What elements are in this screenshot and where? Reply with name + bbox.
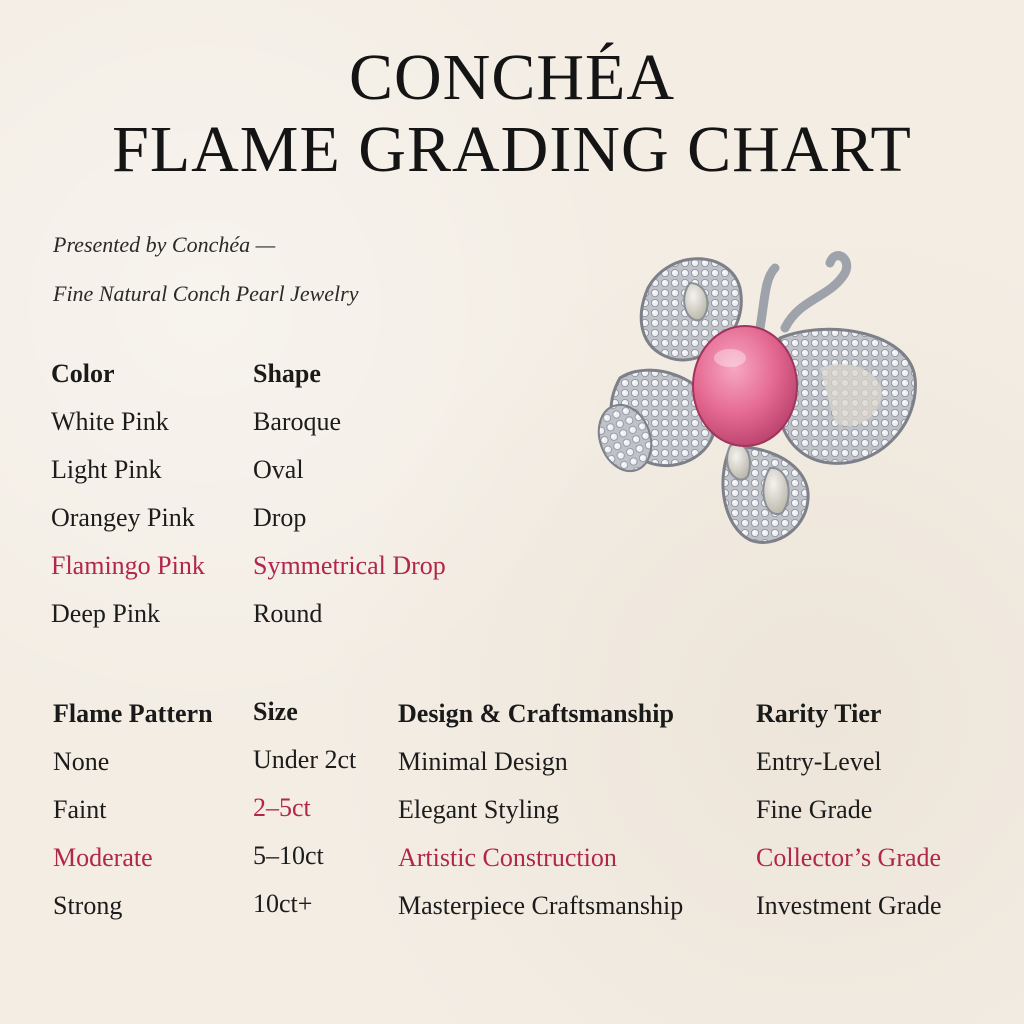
rarity-item: Investment Grade xyxy=(756,891,942,920)
size-column xyxy=(253,688,356,928)
color-column xyxy=(51,350,205,638)
design-item: Minimal Design xyxy=(398,747,568,776)
color-item: White Pink xyxy=(51,407,169,436)
flame-pattern-column xyxy=(53,690,213,930)
chart-title: FLAME GRADING CHART xyxy=(112,113,912,186)
rarity-header: Rarity Tier xyxy=(756,699,882,728)
pink-conch-pearl-flower-brooch-image xyxy=(590,228,930,568)
color-item: Orangey Pink xyxy=(51,503,195,532)
presented-by-text: Presented by Conchéa — xyxy=(53,232,276,257)
brand-description-text: Fine Natural Conch Pearl Jewelry xyxy=(53,281,359,306)
size-header: Size xyxy=(253,697,298,726)
rarity-item-highlighted: Collector’s Grade xyxy=(756,843,942,872)
size-item-highlighted: 2–5ct xyxy=(253,793,311,822)
color-header: Color xyxy=(51,359,115,388)
shape-item-highlighted: Symmetrical Drop xyxy=(253,551,446,580)
design-item: Masterpiece Craftsmanship xyxy=(398,891,684,920)
shape-item: Baroque xyxy=(253,407,342,436)
shape-header: Shape xyxy=(253,359,321,388)
brand-title: CONCHÉA xyxy=(348,41,675,114)
size-item: 10ct+ xyxy=(253,889,313,918)
rarity-item: Entry-Level xyxy=(756,747,882,776)
shape-item: Round xyxy=(253,599,323,628)
flame-item: Faint xyxy=(53,795,107,824)
size-item: Under 2ct xyxy=(253,745,357,774)
size-item: 5–10ct xyxy=(253,841,324,870)
color-item: Light Pink xyxy=(51,455,162,484)
design-item-highlighted: Artistic Construction xyxy=(398,843,617,872)
flame-item: None xyxy=(53,747,110,776)
design-header: Design & Craftsmanship xyxy=(398,699,674,728)
design-column xyxy=(398,690,683,930)
design-item: Elegant Styling xyxy=(398,795,560,824)
color-item: Deep Pink xyxy=(51,599,161,628)
shape-item: Drop xyxy=(253,503,307,532)
rarity-column xyxy=(756,690,942,930)
flame-item: Strong xyxy=(53,891,123,920)
shape-column xyxy=(253,350,446,638)
rarity-item: Fine Grade xyxy=(756,795,873,824)
color-item-highlighted: Flamingo Pink xyxy=(51,551,205,580)
flame-item-highlighted: Moderate xyxy=(53,843,153,872)
flame-pattern-header: Flame Pattern xyxy=(53,699,213,728)
shape-item: Oval xyxy=(253,455,304,484)
